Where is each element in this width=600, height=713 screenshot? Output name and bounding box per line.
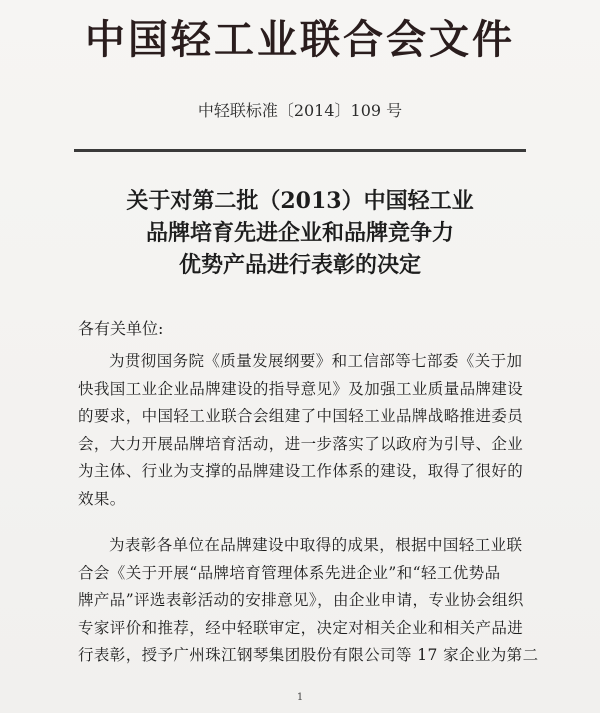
document-title [0,185,600,281]
paragraph-line: 合会《关于开展“品牌培育管理体系先进企业”和“轻工优势品 [78,563,501,582]
title-line: 关于对第二批（2013）中国轻工业 [126,188,474,214]
body-paragraph [78,532,539,670]
body-paragraph [78,348,524,514]
paragraph-line: 为表彰各单位在品牌建设中取得的成果，根据中国轻工业联 [109,536,523,554]
paragraph-line: 专家评价和推荐，经中轻联审定，决定对相关企业和相关产品进 [78,618,524,637]
paragraph-line: 效果。 [78,489,126,508]
paragraph-line: 为主体、行业为支撑的品牌建设工作体系的建设，取得了很好的 [78,462,524,481]
title-line: 品牌培育先进企业和品牌竞争力 [145,220,454,246]
title-line: 优势产品进行表彰的决定 [178,252,421,278]
paragraph-line: 牌产品”评选表彰活动的安排意见》，由企业申请，专业协会组织 [78,591,524,610]
issuer-heading: 中国轻工业联合会文件 [85,17,515,63]
paragraph-line: 快我国工业企业品牌建设的指导意见》及加强工业质量品牌建设 [78,379,524,398]
paragraph-line: 为贯彻国务院《质量发展纲要》和工信部等七部委《关于加 [109,352,523,370]
salutation: 各有关单位: [78,319,164,338]
paragraph-line: 的要求，中国轻工业联合会组建了中国轻工业品牌战略推进委员 [78,407,524,426]
page-number: 1 [296,692,304,703]
paragraph-line: 行表彰，授予广州珠江钢琴集团股份有限公司等 17 家企业为第二 [78,646,539,665]
paragraph-line: 会，大力开展品牌培育活动，进一步落实了以政府为引导、企业 [78,434,524,453]
header-divider [74,149,526,152]
document-number: 中轻联标准〔2014〕109 号 [197,101,403,120]
